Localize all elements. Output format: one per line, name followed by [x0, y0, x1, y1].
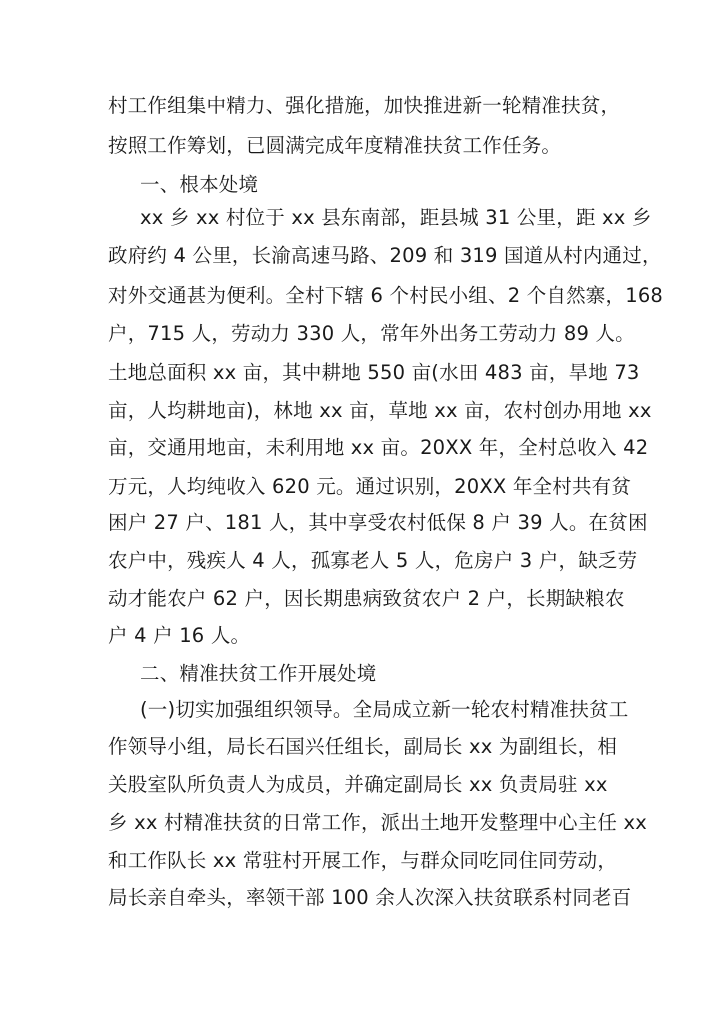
body-text-line: xx 乡 xx 村位于 xx 县东南部，距县城 31 公里，距 xx 乡 — [140, 206, 652, 229]
body-text-line: 作领导小组，局长石国兴任组长，副局长 xx 为副组长，相 — [108, 735, 618, 758]
body-text-line: 户，715 人，劳动力 330 人，常年外出务工劳动力 89 人。 — [108, 322, 635, 345]
body-text-line: 按照工作筹划，已圆满完成年度精准扶贫工作任务。 — [108, 134, 562, 157]
body-text-line: 户 4 户 16 人。 — [108, 624, 251, 647]
body-text-line: 局长亲自牵头，率领干部 100 余人次深入扶贫联系村同老百 — [108, 886, 632, 909]
body-text-line: 万元，人均纯收入 620 元。通过识别，20XX 年全村共有贫 — [108, 475, 632, 498]
body-text-line: 土地总面积 xx 亩，其中耕地 550 亩(水田 483 亩，旱地 73 — [108, 361, 640, 384]
body-text-line: 困户 27 户、181 人，其中享受农村低保 8 户 39 人。在贫困 — [108, 511, 648, 534]
body-text-line: 村工作组集中精力、强化措施，加快推进新一轮精准扶贫， — [108, 94, 621, 117]
body-text-line: 和工作队长 xx 常驻村开展工作，与群众同吃同住同劳动， — [108, 849, 618, 872]
body-text-line: 对外交通甚为便利。全村下辖 6 个村民小组、2 个自然寨，168 — [108, 284, 664, 307]
body-text-line: 亩，人均耕地亩)，林地 xx 亩，草地 xx 亩，农村创办用地 xx — [108, 399, 652, 422]
section-heading: 二、精准扶贫工作开展处境 — [140, 662, 377, 685]
body-text-line: 动才能农户 62 户，因长期患病致贫农户 2 户，长期缺粮农 — [108, 587, 625, 610]
body-text-line: 关股室队所负责人为成员，并确定副局长 xx 负责局驻 xx — [108, 773, 608, 796]
body-text-line: 农户中，残疾人 4 人，孤寡老人 5 人，危房户 3 户，缺乏劳 — [108, 549, 638, 572]
section-heading: 一、根本处境 — [140, 173, 259, 196]
body-text-line: 亩，交通用地亩，未利用地 xx 亩。20XX 年，全村总收入 42 — [108, 436, 649, 459]
body-text-line: (一)切实加强组织领导。全局成立新一轮农村精准扶贫工 — [140, 698, 629, 721]
body-text-line: 政府约 4 公里，长渝高速马路、209 和 319 国道从村内通过， — [108, 244, 662, 267]
body-text-line: 乡 xx 村精准扶贫的日常工作，派出土地开发整理中心主任 xx — [108, 811, 647, 834]
